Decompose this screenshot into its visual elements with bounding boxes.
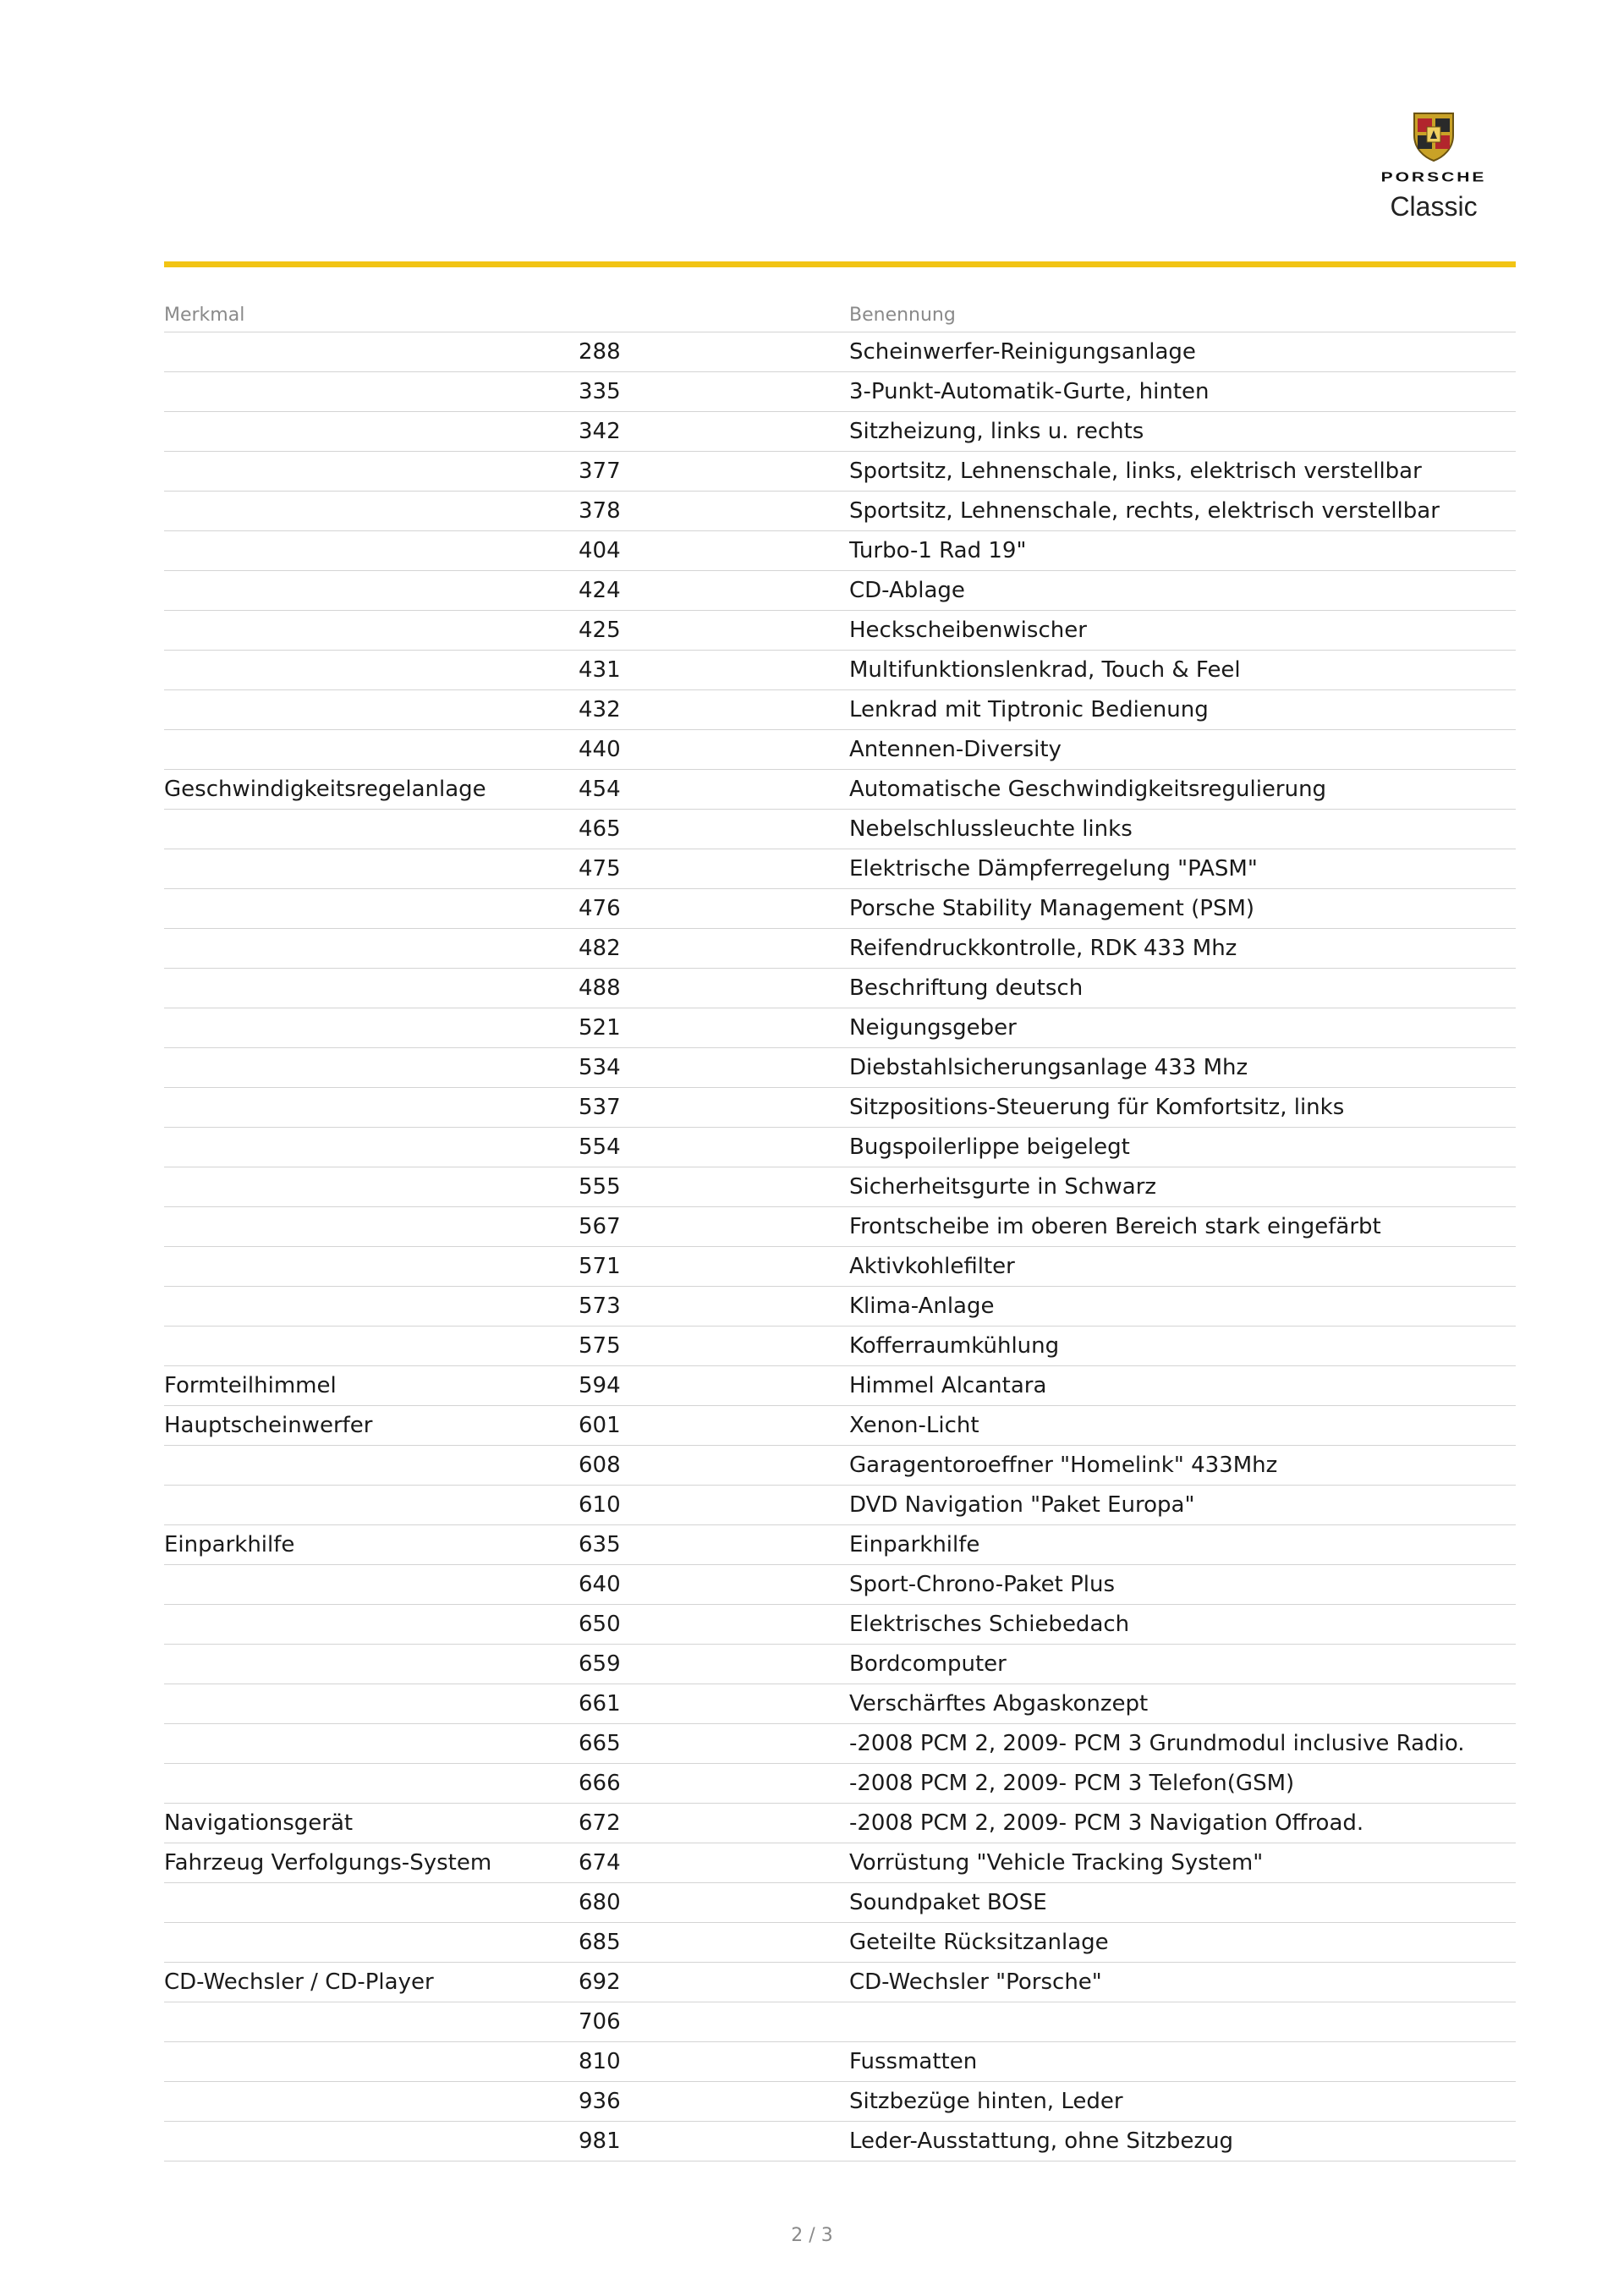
benennung-cell: Sitzbezüge hinten, Leder — [849, 2089, 1123, 2114]
table-row — [164, 1366, 1516, 1406]
code-cell: 425 — [579, 618, 621, 643]
table-row — [164, 1923, 1516, 1963]
benennung-cell: Lenkrad mit Tiptronic Bedienung — [849, 697, 1209, 722]
table-row — [164, 452, 1516, 492]
code-cell: 424 — [579, 578, 621, 603]
merkmal-cell: Geschwindigkeitsregelanlage — [164, 777, 486, 802]
benennung-cell: Leder-Ausstattung, ohne Sitzbezug — [849, 2128, 1234, 2154]
code-cell: 465 — [579, 816, 621, 842]
code-cell: 575 — [579, 1333, 621, 1359]
benennung-cell: Aktivkohlefilter — [849, 1254, 1015, 1279]
code-cell: 521 — [579, 1015, 621, 1041]
benennung-cell: Sport-Chrono-Paket Plus — [849, 1572, 1116, 1597]
header-merkmal: Merkmal — [164, 304, 245, 326]
table-row — [164, 690, 1516, 730]
benennung-cell: Neigungsgeber — [849, 1015, 1017, 1041]
table-row — [164, 1764, 1516, 1804]
code-cell: 475 — [579, 856, 621, 882]
benennung-cell: Diebstahlsicherungsanlage 433 Mhz — [849, 1055, 1248, 1080]
table-row — [164, 849, 1516, 889]
table-row — [164, 2082, 1516, 2122]
porsche-wordmark: PORSCHE — [1380, 170, 1487, 185]
benennung-cell: Sitzpositions-Steuerung für Komfortsitz, links — [849, 1095, 1345, 1120]
code-cell: 482 — [579, 936, 621, 961]
table-row — [164, 1167, 1516, 1207]
code-cell: 432 — [579, 697, 621, 722]
table-row — [164, 1883, 1516, 1923]
table-row — [164, 332, 1516, 372]
code-cell: 680 — [579, 1890, 621, 1915]
table-row — [164, 1963, 1516, 2002]
code-cell: 665 — [579, 1731, 621, 1756]
table-row — [164, 889, 1516, 929]
benennung-cell: Frontscheibe im oberen Bereich stark eingefärbt — [849, 1214, 1381, 1239]
code-cell: 554 — [579, 1134, 621, 1160]
code-cell: 488 — [579, 975, 621, 1001]
merkmal-cell: CD-Wechsler / CD-Player — [164, 1969, 434, 1995]
table-row — [164, 1446, 1516, 1486]
code-cell: 335 — [579, 379, 621, 404]
benennung-cell: Bugspoilerlippe beigelegt — [849, 1134, 1130, 1160]
benennung-cell: Elektrisches Schiebedach — [849, 1612, 1130, 1637]
table-row — [164, 412, 1516, 452]
benennung-cell: Automatische Geschwindigkeitsregulierung — [849, 777, 1327, 802]
benennung-cell: Antennen-Diversity — [849, 737, 1062, 762]
benennung-cell: Himmel Alcantara — [849, 1373, 1047, 1398]
table-row — [164, 1684, 1516, 1724]
benennung-cell: Verschärftes Abgaskonzept — [849, 1691, 1149, 1717]
table-row — [164, 1486, 1516, 1525]
merkmal-cell: Hauptscheinwerfer — [164, 1413, 373, 1438]
benennung-cell: 3-Punkt-Automatik-Gurte, hinten — [849, 379, 1210, 404]
code-cell: 288 — [579, 339, 621, 365]
code-cell: 555 — [579, 1174, 621, 1200]
header-benennung: Benennung — [849, 304, 956, 326]
table-row — [164, 1565, 1516, 1605]
benennung-cell: Soundpaket BOSE — [849, 1890, 1047, 1915]
classic-subtitle: Classic — [1390, 191, 1478, 222]
equipment-table — [164, 298, 1516, 2161]
table-row — [164, 2122, 1516, 2161]
code-cell: 685 — [579, 1930, 621, 1955]
table-row — [164, 611, 1516, 651]
code-cell: 666 — [579, 1771, 621, 1796]
table-row — [164, 1605, 1516, 1645]
code-cell: 440 — [579, 737, 621, 762]
table-row — [164, 1804, 1516, 1843]
code-cell: 659 — [579, 1651, 621, 1677]
code-cell: 661 — [579, 1691, 621, 1717]
benennung-cell: Scheinwerfer-Reinigungsanlage — [849, 339, 1196, 365]
code-cell: 610 — [579, 1492, 621, 1518]
code-cell: 981 — [579, 2128, 621, 2154]
table-header — [164, 298, 1516, 332]
benennung-cell: Bordcomputer — [849, 1651, 1007, 1677]
table-row — [164, 531, 1516, 571]
benennung-cell: Sportsitz, Lehnenschale, links, elektrisch verstellbar — [849, 459, 1422, 484]
table-row — [164, 1406, 1516, 1446]
code-cell: 601 — [579, 1413, 621, 1438]
accent-rule — [164, 261, 1516, 267]
table-body — [164, 332, 1516, 2161]
table-row — [164, 1128, 1516, 1167]
benennung-cell: Garagentoroeffner "Homelink" 433Mhz — [849, 1453, 1278, 1478]
code-cell: 936 — [579, 2089, 621, 2114]
table-row — [164, 1088, 1516, 1128]
merkmal-cell: Formteilhimmel — [164, 1373, 337, 1398]
code-cell: 567 — [579, 1214, 621, 1239]
benennung-cell: Fussmatten — [849, 2049, 978, 2074]
benennung-cell: Sportsitz, Lehnenschale, rechts, elektrisch verstellbar — [849, 498, 1440, 524]
code-cell: 635 — [579, 1532, 621, 1557]
benennung-cell: Vorrüstung "Vehicle Tracking System" — [849, 1850, 1264, 1876]
benennung-cell: Sitzheizung, links u. rechts — [849, 419, 1144, 444]
code-cell: 342 — [579, 419, 621, 444]
code-cell: 571 — [579, 1254, 621, 1279]
code-cell: 454 — [579, 777, 621, 802]
benennung-cell: Nebelschlussleuchte links — [849, 816, 1133, 842]
code-cell: 377 — [579, 459, 621, 484]
code-cell: 706 — [579, 2009, 621, 2035]
code-cell: 640 — [579, 1572, 621, 1597]
table-row — [164, 1525, 1516, 1565]
table-row — [164, 2042, 1516, 2082]
code-cell: 692 — [579, 1969, 621, 1995]
table-row — [164, 1008, 1516, 1048]
benennung-cell: DVD Navigation "Paket Europa" — [849, 1492, 1195, 1518]
benennung-cell: Sicherheitsgurte in Schwarz — [849, 1174, 1157, 1200]
code-cell: 573 — [579, 1294, 621, 1319]
table-row — [164, 969, 1516, 1008]
benennung-cell: Elektrische Dämpferregelung "PASM" — [849, 856, 1258, 882]
table-row — [164, 730, 1516, 770]
table-row — [164, 1724, 1516, 1764]
table-row — [164, 1645, 1516, 1684]
table-row — [164, 1287, 1516, 1327]
table-row — [164, 372, 1516, 412]
page-number: 2 / 3 — [791, 2225, 833, 2246]
code-cell: 650 — [579, 1612, 621, 1637]
benennung-cell: CD-Ablage — [849, 578, 965, 603]
code-cell: 534 — [579, 1055, 621, 1080]
benennung-cell: Geteilte Rücksitzanlage — [849, 1930, 1109, 1955]
benennung-cell: -2008 PCM 2, 2009- PCM 3 Navigation Offroad. — [849, 1810, 1364, 1836]
code-cell: 378 — [579, 498, 621, 524]
merkmal-cell: Fahrzeug Verfolgungs-System — [164, 1850, 492, 1876]
table-row — [164, 929, 1516, 969]
code-cell: 608 — [579, 1453, 621, 1478]
table-row — [164, 1327, 1516, 1366]
code-cell: 404 — [579, 538, 621, 563]
table-row — [164, 2002, 1516, 2042]
benennung-cell: CD-Wechsler "Porsche" — [849, 1969, 1102, 1995]
code-cell: 476 — [579, 896, 621, 921]
table-row — [164, 571, 1516, 611]
benennung-cell: Beschriftung deutsch — [849, 975, 1084, 1001]
code-cell: 537 — [579, 1095, 621, 1120]
code-cell: 674 — [579, 1850, 621, 1876]
table-row — [164, 1207, 1516, 1247]
benennung-cell: Turbo-1 Rad 19" — [849, 538, 1027, 563]
merkmal-cell: Einparkhilfe — [164, 1532, 295, 1557]
code-cell: 810 — [579, 2049, 621, 2074]
porsche-crest-icon — [1409, 110, 1458, 162]
benennung-cell: Multifunktionslenkrad, Touch & Feel — [849, 657, 1241, 683]
benennung-cell: Heckscheibenwischer — [849, 618, 1087, 643]
code-cell: 431 — [579, 657, 621, 683]
code-cell: 672 — [579, 1810, 621, 1836]
benennung-cell: -2008 PCM 2, 2009- PCM 3 Grundmodul inclusive Radio. — [849, 1731, 1465, 1756]
code-cell: 594 — [579, 1373, 621, 1398]
benennung-cell: Kofferraumkühlung — [849, 1333, 1060, 1359]
table-row — [164, 1048, 1516, 1088]
table-row — [164, 492, 1516, 531]
porsche-classic-logo — [1345, 110, 1522, 228]
benennung-cell: Einparkhilfe — [849, 1532, 980, 1557]
benennung-cell: Klima-Anlage — [849, 1294, 995, 1319]
table-row — [164, 1247, 1516, 1287]
benennung-cell: Reifendruckkontrolle, RDK 433 Mhz — [849, 936, 1237, 961]
benennung-cell: Porsche Stability Management (PSM) — [849, 896, 1255, 921]
benennung-cell: -2008 PCM 2, 2009- PCM 3 Telefon(GSM) — [849, 1771, 1295, 1796]
benennung-cell: Xenon-Licht — [849, 1413, 979, 1438]
table-row — [164, 1843, 1516, 1883]
table-row — [164, 770, 1516, 810]
merkmal-cell: Navigationsgerät — [164, 1810, 354, 1836]
table-row — [164, 651, 1516, 690]
table-row — [164, 810, 1516, 849]
